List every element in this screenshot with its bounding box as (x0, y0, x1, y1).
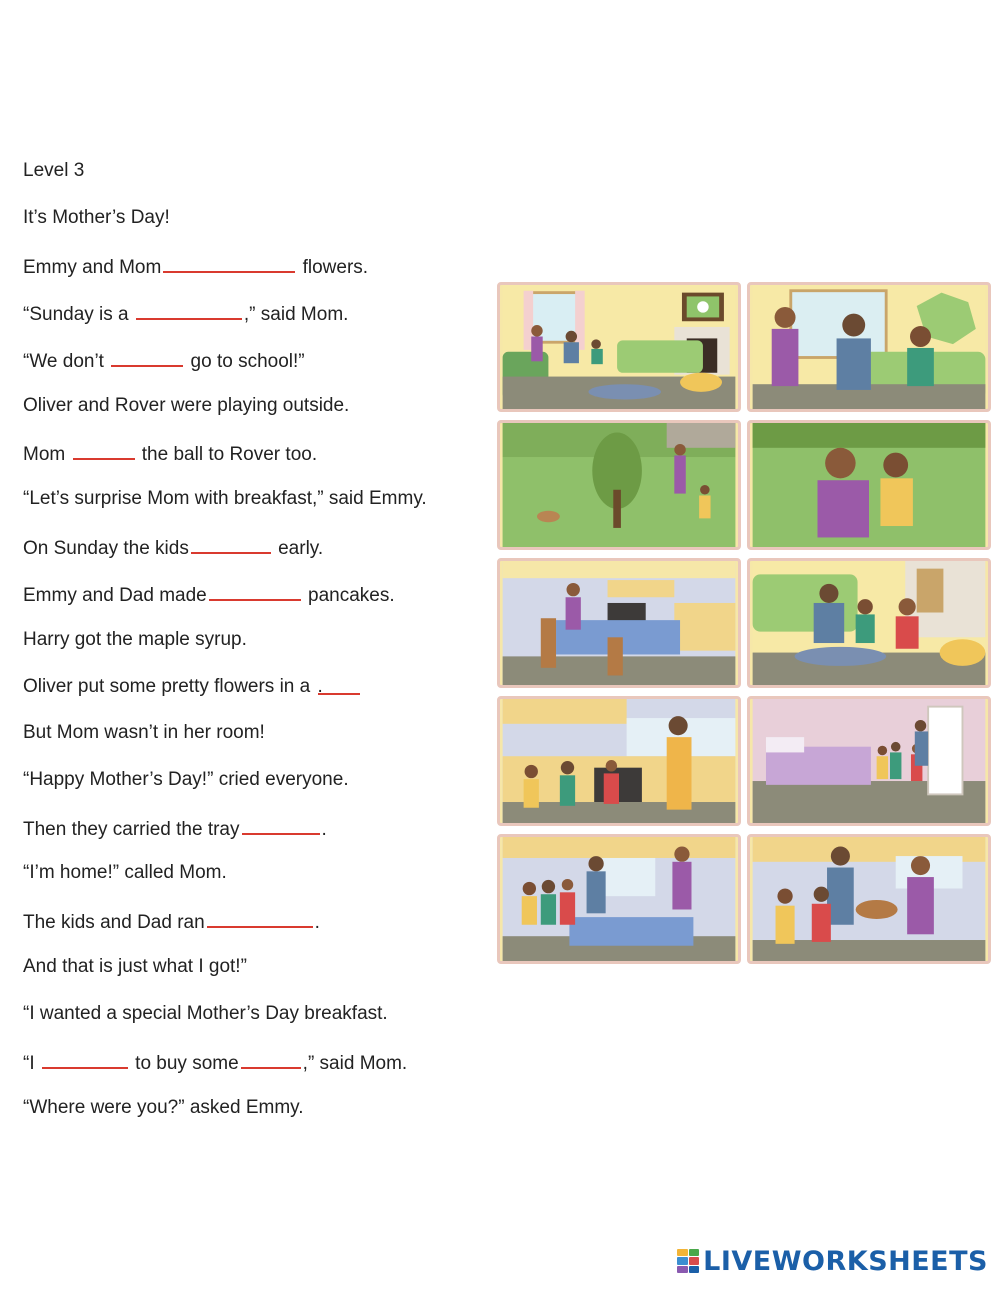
text: “Sunday is a (23, 304, 134, 325)
text: “I wanted a special Mother’s Day breakfast. (23, 1003, 388, 1024)
text: Oliver put some pretty flowers in a (23, 676, 316, 697)
blank-answer[interactable] (42, 1049, 128, 1069)
text: Oliver and Rover were playing outside. (23, 395, 350, 416)
scene-living-room-close[interactable] (747, 282, 991, 412)
scene-illustration (500, 423, 738, 547)
text: Harry got the maple syrup. (23, 629, 247, 650)
line-21 (23, 1096, 304, 1120)
text: “I (23, 1053, 40, 1074)
scene-garden-close[interactable] (747, 420, 991, 550)
text: “Happy Mother’s Day!” cried everyone. (23, 769, 349, 790)
blank-prefill: . (317, 676, 323, 697)
scene-illustration (750, 285, 988, 409)
text: But Mom wasn’t in her room! (23, 722, 265, 743)
blank-answer[interactable] (241, 1049, 301, 1069)
line-18 (23, 955, 247, 979)
scene-kitchen-gift[interactable] (747, 834, 991, 964)
line-8 (23, 487, 427, 511)
text: “Where were you?” asked Emmy. (23, 1097, 304, 1118)
line-19 (23, 1002, 388, 1026)
scene-illustration (500, 837, 738, 961)
text: Mom (23, 444, 71, 465)
scene-illustration (750, 699, 988, 823)
blank-answer[interactable] (242, 815, 320, 835)
scene-illustration (750, 423, 988, 547)
text: go to school!” (185, 351, 305, 372)
blank-answer[interactable] (111, 347, 183, 367)
worksheet-level: Level 3 (23, 160, 85, 181)
line-17 (23, 908, 320, 932)
blank-answer[interactable] (191, 534, 271, 554)
line-6 (23, 394, 349, 418)
line-16 (23, 861, 227, 885)
blank-answer[interactable] (163, 253, 295, 273)
liveworksheets-logo (677, 1246, 988, 1276)
scene-kitchen-cooking[interactable] (497, 696, 741, 826)
text: . (321, 819, 327, 840)
line-10 (23, 581, 395, 605)
text: The kids and Dad ran (23, 912, 205, 933)
line-20 (23, 1049, 407, 1073)
text: flowers. (297, 257, 369, 278)
scene-garden[interactable] (497, 420, 741, 550)
scene-living-room-hug[interactable] (747, 558, 991, 688)
logo-mark-icon (677, 1249, 699, 1273)
line-13 (23, 721, 265, 745)
scene-illustration (500, 699, 738, 823)
scene-illustration (750, 837, 988, 961)
logo-text: LIVEWORKSHEETS (703, 1245, 988, 1277)
worksheet-title: It’s Mother’s Day! (23, 207, 170, 228)
line-9 (23, 534, 323, 558)
line-4 (23, 300, 348, 324)
text: Then they carried the tray (23, 819, 240, 840)
scene-kitchen[interactable] (497, 558, 741, 688)
text: Emmy and Dad made (23, 585, 207, 606)
line-15 (23, 815, 327, 839)
text: “I’m home!” called Mom. (23, 862, 227, 883)
text: On Sunday the kids (23, 538, 189, 559)
line-1 (23, 159, 84, 183)
text: “Let’s surprise Mom with breakfast,” said Emmy. (23, 488, 427, 509)
text: And that is just what I got!” (23, 956, 247, 977)
picture-grid (497, 282, 999, 970)
scene-kitchen-arrival[interactable] (497, 834, 741, 964)
text: to buy some (129, 1053, 239, 1074)
line-14 (23, 768, 349, 792)
line-12 (23, 675, 362, 699)
text: . (314, 912, 320, 933)
line-7 (23, 440, 317, 464)
line-5 (23, 347, 305, 371)
text: the ball to Rover too. (136, 444, 318, 465)
scene-living-room[interactable] (497, 282, 741, 412)
line-3 (23, 253, 368, 277)
scene-illustration (750, 561, 988, 685)
blank-answer[interactable] (73, 440, 135, 460)
scene-bedroom[interactable] (747, 696, 991, 826)
text: Emmy and Mom (23, 257, 162, 278)
blank-answer[interactable] (207, 908, 313, 928)
text: pancakes. (302, 585, 395, 606)
blank-answer[interactable] (209, 581, 301, 601)
scene-illustration (500, 285, 738, 409)
blank-answer[interactable] (136, 300, 242, 320)
text: ,” said Mom. (243, 304, 349, 325)
text: “We don’t (23, 351, 110, 372)
scene-illustration (500, 561, 738, 685)
text: early. (272, 538, 324, 559)
line-11 (23, 628, 247, 652)
line-2 (23, 206, 170, 230)
blank-answer[interactable] (318, 675, 360, 695)
text: ,” said Mom. (302, 1053, 408, 1074)
